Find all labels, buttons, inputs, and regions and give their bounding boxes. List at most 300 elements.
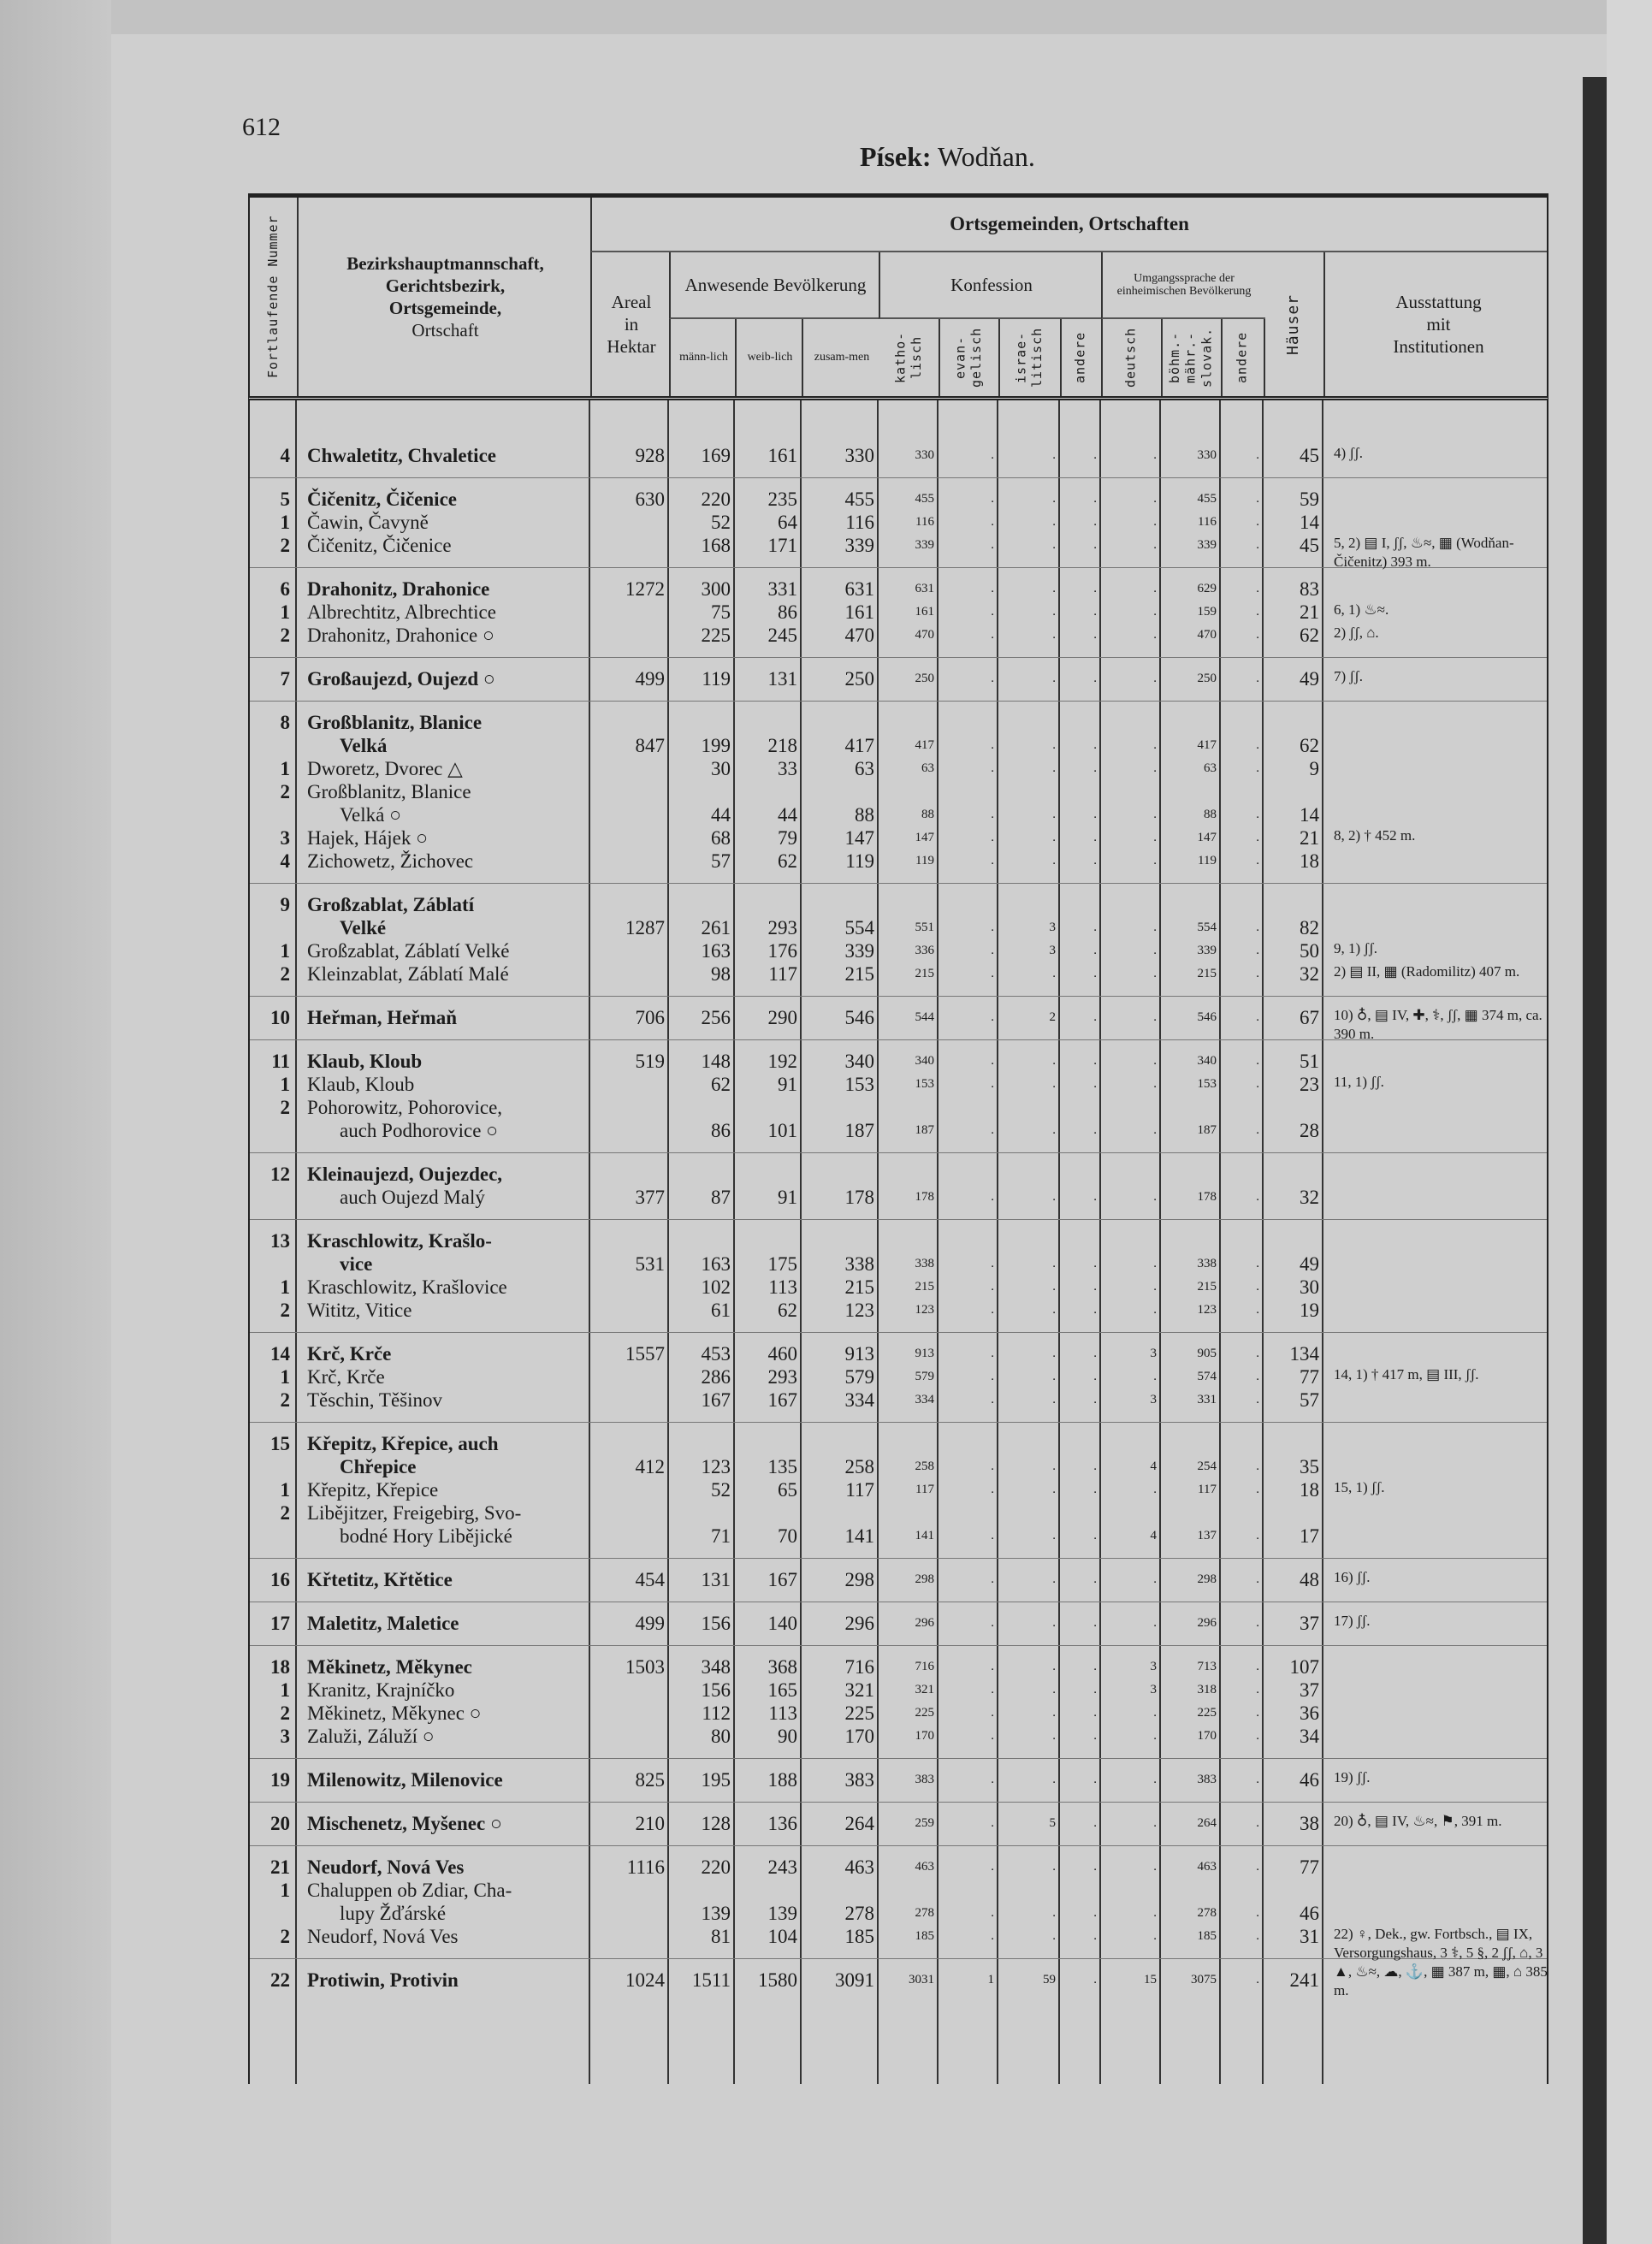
cell-other-confession: .: [1093, 515, 1097, 529]
cell-other-language: .: [1256, 854, 1259, 867]
cell-jewish: .: [1052, 515, 1056, 529]
equipment-cell: [1323, 1432, 1550, 1455]
row-number: 2: [280, 1502, 290, 1524]
equipment-note: 20) ♁, ▤ IV, ♨≈, ⚑, 391 m.: [1334, 1813, 1502, 1829]
cell-other-confession: .: [1093, 1459, 1097, 1473]
cell-houses: 107: [1289, 1656, 1319, 1678]
cell-catholic: [879, 1879, 939, 1902]
cell-female: [735, 1229, 802, 1252]
cell-czech: 159: [1197, 605, 1217, 619]
place-name: bodné Hory Libějické: [340, 1525, 512, 1547]
cell-evangelical: [939, 1879, 998, 1902]
cell-areal: [590, 1679, 669, 1702]
cell-female: 167: [767, 1569, 797, 1590]
municipality-group: [250, 1333, 1547, 1423]
table-row: [250, 1119, 1547, 1142]
table-row: [250, 488, 1547, 511]
row-number: 6: [280, 578, 290, 600]
cell-other-language: .: [1256, 1660, 1259, 1673]
cell-jewish: .: [1052, 1303, 1056, 1317]
cell-areal: 499: [635, 1613, 665, 1634]
cell-german: 4: [1150, 1529, 1157, 1542]
cell-catholic: 170: [915, 1729, 934, 1743]
cell-total: 258: [844, 1456, 874, 1477]
cell-areal: [590, 826, 669, 850]
cell-houses: 34: [1300, 1726, 1319, 1747]
scan-margin-left: [0, 0, 111, 2244]
equipment-note: 9, 1) ʃʃ.: [1334, 940, 1377, 956]
cell-male: 62: [711, 1074, 731, 1095]
cell-german: [1101, 711, 1161, 734]
equipment-cell: [1323, 1186, 1550, 1209]
row-number: 3: [280, 1726, 290, 1747]
municipality-group: [250, 1220, 1547, 1333]
cell-german: .: [1153, 831, 1157, 844]
cell-catholic: 178: [915, 1190, 934, 1204]
cell-total: 339: [844, 940, 874, 962]
equipment-cell: [1323, 1525, 1550, 1548]
cell-areal: 210: [635, 1813, 665, 1834]
cell-total: 340: [844, 1051, 874, 1072]
header-other-confession: andere: [1060, 319, 1103, 396]
equipment-cell: [1323, 667, 1550, 690]
cell-other-language: .: [1256, 1393, 1259, 1406]
cell-areal: [590, 850, 669, 873]
cell-catholic: 631: [915, 582, 934, 595]
cell-female: 293: [767, 917, 797, 938]
cell-catholic: 278: [915, 1906, 934, 1920]
place-name: Hajek, Hájek ○: [307, 827, 428, 849]
equipment-note: 4) ʃʃ.: [1334, 445, 1363, 461]
cell-jewish: .: [1052, 1123, 1056, 1137]
place-name: Kranitz, Krajníčko: [307, 1679, 455, 1701]
cell-areal: [590, 1119, 669, 1142]
cell-male: 102: [701, 1276, 731, 1298]
cell-german: .: [1153, 628, 1157, 642]
table-row: [250, 893, 1547, 916]
table-row: [250, 939, 1547, 962]
row-number: 12: [270, 1163, 290, 1185]
place-name: Velké: [340, 917, 387, 938]
cell-other-confession: .: [1093, 1010, 1097, 1024]
cell-jewish: 3: [1049, 944, 1056, 957]
cell-other-confession: .: [1093, 967, 1097, 980]
cell-houses: 57: [1300, 1389, 1319, 1411]
equipment-note: 16) ʃʃ.: [1334, 1569, 1371, 1585]
header-name: [297, 198, 592, 396]
cell-evangelical: .: [991, 944, 994, 957]
cell-czech: 455: [1197, 492, 1217, 506]
cell-male: 123: [701, 1456, 731, 1477]
municipality-group: [250, 1959, 1547, 2002]
cell-german: .: [1153, 492, 1157, 506]
cell-houses: 21: [1300, 827, 1319, 849]
cell-jewish: .: [1052, 1347, 1056, 1360]
cell-evangelical: .: [991, 1860, 994, 1874]
cell-catholic: [879, 1432, 939, 1455]
cell-jewish: .: [1052, 831, 1056, 844]
equipment-cell: [1323, 1856, 1550, 1879]
municipality-group: [250, 478, 1547, 568]
cell-total: [802, 1096, 879, 1119]
header-language: Umgangssprache der einheimischen Bevölkerung: [1101, 252, 1265, 319]
cell-other-confession: .: [1093, 492, 1097, 506]
cell-other-confession: .: [1093, 1929, 1097, 1943]
cell-czech: 574: [1197, 1370, 1217, 1383]
cell-total: 116: [845, 512, 874, 533]
row-number: 1: [280, 1679, 290, 1701]
cell-other-confession: .: [1093, 582, 1097, 595]
cell-german: .: [1153, 1572, 1157, 1586]
cell-jewish: .: [1052, 854, 1056, 867]
cell-czech: 278: [1197, 1906, 1217, 1920]
table-row: [250, 962, 1547, 986]
cell-evangelical: .: [991, 808, 994, 821]
equipment-cell: [1323, 1768, 1550, 1791]
table-row: [250, 534, 1547, 570]
cell-german: .: [1153, 1773, 1157, 1786]
cell-other-confession: .: [1093, 1616, 1097, 1630]
table-header: [248, 193, 1548, 400]
cell-catholic: 551: [915, 921, 934, 934]
cell-total: 278: [844, 1903, 874, 1924]
cell-german: [1101, 1501, 1161, 1525]
cell-houses: 82: [1300, 917, 1319, 938]
cell-jewish: .: [1052, 1706, 1056, 1720]
row-number: 1: [280, 512, 290, 533]
cell-female: 161: [767, 445, 797, 466]
cell-german: .: [1153, 448, 1157, 462]
equipment-cell: [1323, 624, 1550, 647]
cell-female: 90: [778, 1726, 797, 1747]
cell-total: 117: [845, 1479, 874, 1501]
cell-areal: 928: [635, 445, 665, 466]
cell-czech: [1161, 1432, 1221, 1455]
cell-other-confession: [1060, 1432, 1101, 1455]
cell-other-language: .: [1256, 1459, 1259, 1473]
cell-catholic: 185: [915, 1929, 934, 1943]
cell-german: .: [1153, 738, 1157, 752]
table-row: [250, 444, 1547, 467]
cell-total: 463: [844, 1856, 874, 1878]
cell-german: .: [1153, 1816, 1157, 1830]
cell-total: 215: [844, 963, 874, 985]
row-number: [250, 1525, 297, 1548]
cell-areal: 1024: [625, 1969, 665, 1991]
cell-other-confession: .: [1093, 1973, 1097, 1986]
cell-total: [802, 1879, 879, 1902]
cell-evangelical: .: [991, 1280, 994, 1294]
cell-areal: [590, 1365, 669, 1388]
municipality-group: [250, 1423, 1547, 1559]
row-number: 10: [270, 1007, 290, 1028]
cell-houses: 77: [1300, 1366, 1319, 1388]
cell-evangelical: [939, 1229, 998, 1252]
cell-czech: 554: [1197, 921, 1217, 934]
cell-female: 62: [778, 1300, 797, 1321]
cell-houses: 32: [1300, 963, 1319, 985]
cell-male: 44: [711, 804, 731, 826]
cell-areal: 499: [635, 668, 665, 690]
equipment-cell: [1323, 1006, 1550, 1042]
cell-male: [669, 1163, 735, 1186]
cell-czech: 215: [1197, 1280, 1217, 1294]
place-name: Těschin, Těšinov: [307, 1389, 442, 1411]
cell-catholic: 544: [915, 1010, 934, 1024]
place-name: Chřepice: [340, 1456, 417, 1477]
cell-other-confession: .: [1093, 944, 1097, 957]
cell-female: [735, 1096, 802, 1119]
cell-other-language: .: [1256, 1729, 1259, 1743]
cell-evangelical: .: [991, 1729, 994, 1743]
cell-female: 171: [767, 535, 797, 556]
equipment-cell: [1323, 1969, 1550, 1992]
place-name: Milenowitz, Milenovice: [307, 1769, 503, 1791]
cell-female: 175: [767, 1253, 797, 1275]
cell-female: 101: [767, 1120, 797, 1141]
cell-other-confession: [1060, 711, 1101, 734]
cell-catholic: 147: [915, 831, 934, 844]
cell-female: 243: [767, 1856, 797, 1878]
cell-evangelical: .: [991, 1077, 994, 1091]
table-row: [250, 577, 1547, 601]
equipment-cell: [1323, 1501, 1550, 1525]
cell-total: 170: [844, 1726, 874, 1747]
table-row: [250, 601, 1547, 624]
header-group-title: Ortsgemeinden, Ortschaften: [590, 198, 1547, 252]
cell-german: [1101, 1879, 1161, 1902]
table-row: [250, 1525, 1547, 1548]
cell-german: .: [1153, 1257, 1157, 1270]
row-number: 17: [270, 1613, 290, 1634]
equipment-cell: [1323, 962, 1550, 986]
cell-jewish: .: [1052, 1280, 1056, 1294]
cell-total: 913: [844, 1343, 874, 1365]
cell-female: 136: [767, 1813, 797, 1834]
cell-houses: 18: [1300, 850, 1319, 872]
cell-catholic: [879, 780, 939, 803]
cell-evangelical: [939, 1096, 998, 1119]
cell-areal: 519: [635, 1051, 665, 1072]
cell-male: 98: [711, 963, 731, 985]
cell-jewish: .: [1052, 1929, 1056, 1943]
equipment-cell: [1323, 757, 1550, 780]
cell-other-language: .: [1256, 1010, 1259, 1024]
statistics-table: [248, 193, 1548, 2084]
cell-czech: 187: [1197, 1123, 1217, 1137]
cell-evangelical: .: [991, 628, 994, 642]
cell-czech: 713: [1197, 1660, 1217, 1673]
cell-female: 192: [767, 1051, 797, 1072]
cell-german: .: [1153, 1483, 1157, 1496]
cell-jewish: .: [1052, 1860, 1056, 1874]
place-name: Kraschlowitz, Krašlo-: [307, 1230, 492, 1252]
cell-male: 131: [701, 1569, 731, 1590]
cell-female: [735, 893, 802, 916]
row-number: 7: [280, 668, 290, 690]
place-name: Drahonitz, Drahonice ○: [307, 625, 494, 646]
cell-catholic: [879, 1501, 939, 1525]
table-row: [250, 711, 1547, 734]
place-name: Libějitzer, Freigebirg, Svo-: [307, 1502, 522, 1524]
cell-total: [802, 780, 879, 803]
cell-german: [1101, 780, 1161, 803]
table-row: [250, 1856, 1547, 1879]
cell-other-confession: [1060, 1163, 1101, 1186]
table-row: [250, 780, 1547, 803]
cell-areal: [590, 1501, 669, 1525]
cell-jewish: [998, 711, 1060, 734]
page-title: [860, 141, 1035, 173]
cell-catholic: 258: [915, 1459, 934, 1473]
cell-male: 52: [711, 512, 731, 533]
cell-other-language: .: [1256, 1683, 1259, 1696]
municipality-group: [250, 658, 1547, 702]
cell-german: .: [1153, 1077, 1157, 1091]
cell-areal: 412: [635, 1456, 665, 1477]
cell-male: 163: [701, 940, 731, 962]
cell-male: 261: [701, 917, 731, 938]
header-other-language: andere: [1221, 319, 1265, 396]
table-row: [250, 1365, 1547, 1388]
cell-total: [802, 1432, 879, 1455]
row-number: 2: [280, 625, 290, 646]
equipment-cell: [1323, 1119, 1550, 1142]
cell-female: 113: [768, 1276, 797, 1298]
cell-german: .: [1153, 538, 1157, 552]
row-number: 16: [270, 1569, 290, 1590]
table-row: [250, 757, 1547, 780]
cell-other-language: .: [1256, 1347, 1259, 1360]
place-name: Kraschlowitz, Krašlovice: [307, 1276, 507, 1298]
table-row: [250, 1902, 1547, 1925]
table-row: [250, 1252, 1547, 1276]
cell-czech: 225: [1197, 1706, 1217, 1720]
cell-german: .: [1153, 1190, 1157, 1204]
cell-jewish: .: [1052, 967, 1056, 980]
cell-areal: [590, 1229, 669, 1252]
cell-other-language: .: [1256, 808, 1259, 821]
cell-german: .: [1153, 921, 1157, 934]
cell-houses: 37: [1300, 1613, 1319, 1634]
cell-houses: [1264, 1229, 1323, 1252]
cell-other-confession: .: [1093, 1347, 1097, 1360]
cell-other-language: .: [1256, 1257, 1259, 1270]
cell-areal: [590, 511, 669, 534]
row-number: 14: [270, 1343, 290, 1365]
cell-total: 716: [844, 1656, 874, 1678]
equipment-note: 6, 1) ♨≈.: [1334, 601, 1389, 618]
cell-czech: 340: [1197, 1054, 1217, 1068]
cell-male: [669, 1432, 735, 1455]
cell-czech: 119: [1198, 854, 1217, 867]
cell-evangelical: .: [991, 1190, 994, 1204]
cell-evangelical: .: [991, 1906, 994, 1920]
equipment-cell: [1323, 1276, 1550, 1299]
cell-german: .: [1153, 944, 1157, 957]
row-number: 1: [280, 758, 290, 779]
equipment-note: 10) ♁, ▤ IV, ✚, ⚕, ʃʃ, ▦ 374 m, ca. 390 m.: [1334, 1007, 1542, 1042]
row-number: 1: [280, 601, 290, 623]
cell-male: 195: [701, 1769, 731, 1791]
place-name: Heřman, Heřmaň: [307, 1007, 458, 1028]
cell-areal: [590, 1525, 669, 1548]
cell-houses: 77: [1300, 1856, 1319, 1878]
cell-total: 546: [844, 1007, 874, 1028]
table-row: [250, 1276, 1547, 1299]
cell-evangelical: .: [991, 1347, 994, 1360]
cell-catholic: [879, 1163, 939, 1186]
cell-czech: 330: [1197, 448, 1217, 462]
cell-houses: 45: [1300, 535, 1319, 556]
row-number: 2: [280, 963, 290, 985]
cell-female: 1580: [758, 1969, 797, 1991]
cell-total: 185: [844, 1926, 874, 1947]
table-row: [250, 1073, 1547, 1096]
row-number: [250, 916, 297, 939]
cell-jewish: [998, 1432, 1060, 1455]
cell-evangelical: .: [991, 1816, 994, 1830]
cell-german: 3: [1150, 1660, 1157, 1673]
cell-areal: [590, 1925, 669, 1948]
table-row: [250, 1879, 1547, 1902]
cell-catholic: 334: [915, 1393, 934, 1406]
cell-german: [1101, 1229, 1161, 1252]
table-row: [250, 1299, 1547, 1322]
equipment-cell: [1323, 1299, 1550, 1322]
cell-czech: 905: [1197, 1347, 1217, 1360]
table-row: [250, 850, 1547, 873]
cell-catholic: 321: [915, 1683, 934, 1696]
cell-czech: 170: [1197, 1729, 1217, 1743]
row-number: [250, 1455, 297, 1478]
cell-other-confession: .: [1093, 1729, 1097, 1743]
municipality-group: [250, 702, 1547, 884]
cell-jewish: .: [1052, 1616, 1056, 1630]
cell-houses: 30: [1300, 1276, 1319, 1298]
place-name: Chwaletitz, Chvaletice: [307, 445, 496, 466]
cell-female: 167: [767, 1389, 797, 1411]
equipment-note: 7) ʃʃ.: [1334, 668, 1363, 684]
court-name: Wodňan.: [937, 141, 1035, 172]
cell-evangelical: .: [991, 448, 994, 462]
cell-evangelical: .: [991, 921, 994, 934]
cell-catholic: 470: [915, 628, 934, 642]
cell-male: 220: [701, 1856, 731, 1878]
cell-other-language: .: [1256, 1123, 1259, 1137]
cell-german: [1101, 893, 1161, 916]
cell-male: 57: [711, 850, 731, 872]
table-row: [250, 1679, 1547, 1702]
cell-german: .: [1153, 854, 1157, 867]
cell-other-confession: .: [1093, 1483, 1097, 1496]
cell-german: 3: [1150, 1393, 1157, 1406]
cell-catholic: 298: [915, 1572, 934, 1586]
cell-jewish: .: [1052, 1054, 1056, 1068]
cell-female: 176: [767, 940, 797, 962]
cell-other-language: .: [1256, 1706, 1259, 1720]
header-equipment: [1323, 252, 1552, 396]
equipment-cell: [1323, 1655, 1550, 1679]
cell-czech: 318: [1197, 1683, 1217, 1696]
cell-female: 140: [767, 1613, 797, 1634]
cell-jewish: .: [1052, 1257, 1056, 1270]
cell-evangelical: [939, 1163, 998, 1186]
table-row: [250, 1388, 1547, 1412]
cell-areal: [590, 711, 669, 734]
row-number: 3: [280, 827, 290, 849]
cell-other-language: .: [1256, 492, 1259, 506]
